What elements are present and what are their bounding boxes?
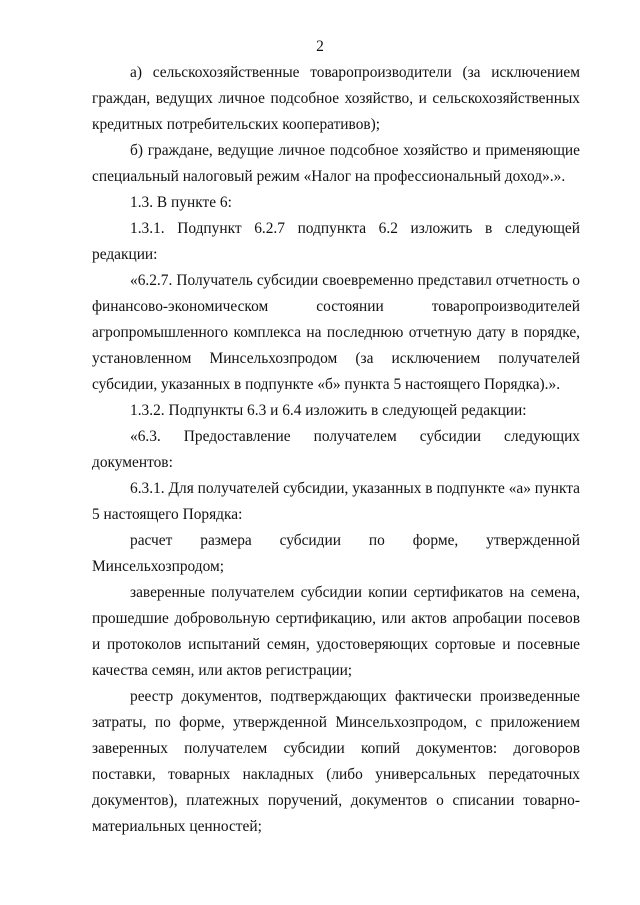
paragraph-1-3: 1.3. В пункте 6: xyxy=(130,194,232,211)
document-body xyxy=(92,60,580,840)
paragraph-2b: б) граждане, ведущие личное подсобное хозяйство и применяющие специальный налоговый режим «Налог на профессиональный доход».». xyxy=(92,142,580,185)
page-number: 2 xyxy=(316,38,324,55)
paragraph-6-2-7: «6.2.7. Получатель субсидии своевременно представил отчетность о финансово-экономическом состоянии товаропроизводителей агропромышленного комплекса на последнюю отчетную дату в порядке, установленном Минсельхозпродом (за исключением получателей субсидии, указанных в подпункте «б» пункта 5 настоящего Порядка).». xyxy=(92,272,580,393)
paragraph-6-3-1: 6.3.1. Для получателей субсидии, указанных в подпункте «а» пункта 5 настоящего Порядка: xyxy=(92,480,580,523)
paragraph-6-3: «6.3. Предоставление получателем субсидии следующих документов: xyxy=(92,428,580,471)
paragraph-seed-certificates: заверенные получателем субсидии копии сертификатов на семена, прошедшие добровольную сертификацию, или актов апробации посевов и протоколов испытаний семян, удостоверяющих сортовые и посевные качества семян, или актов регистрации; xyxy=(92,584,580,679)
paragraph-subsidy-calculation: расчет размера субсидии по форме, утвержденной Минсельхозпродом; xyxy=(92,532,580,575)
paragraph-2a: а) сельскохозяйственные товаропроизводители (за исключением граждан, ведущих личное подсобное хозяйство, и сельскохозяйственных кредитных потребительских кооперативов); xyxy=(92,64,580,133)
paragraph-1-3-2: 1.3.2. Подпункты 6.3 и 6.4 изложить в следующей редакции: xyxy=(130,402,527,419)
paragraph-documents-registry: реестр документов, подтверждающих фактически произведенные затраты, по форме, утвержденной Минсельхозпродом, с приложением заверенных получателем субсидии копий документов: договоров поставки, товарных накладных (либо универсальных передаточных документов), платежных поручений, документов о списании товарно-материальных ценностей; xyxy=(92,688,580,835)
paragraph-1-3-1: 1.3.1. Подпункт 6.2.7 подпункта 6.2 изложить в следующей редакции: xyxy=(92,220,580,263)
